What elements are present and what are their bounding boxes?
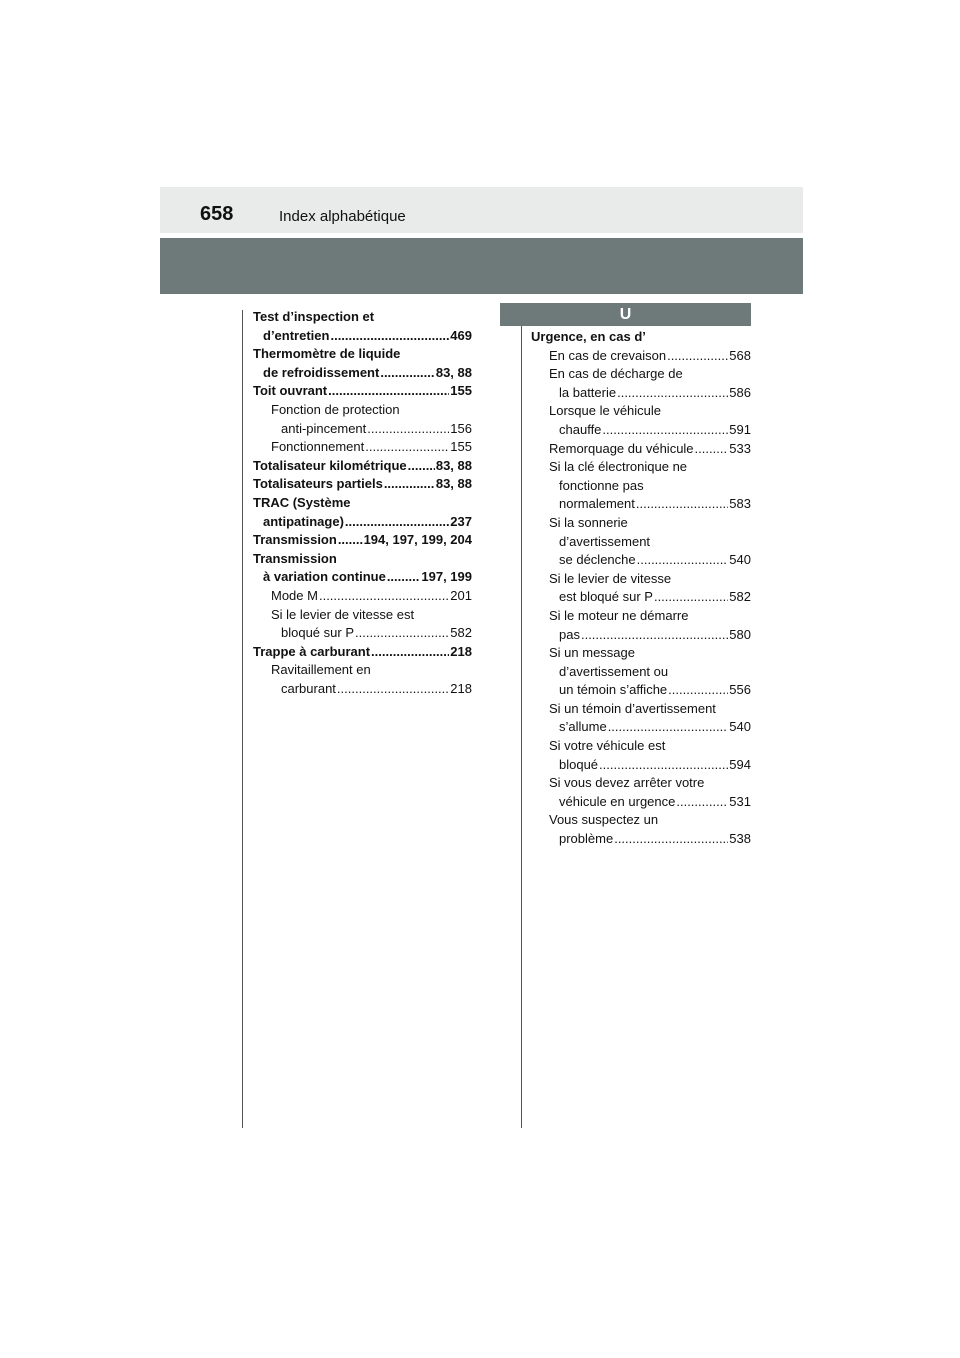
index-entry-page: 594: [729, 756, 751, 772]
index-entry-page: 197, 199: [421, 569, 472, 585]
index-entry-page: 155: [450, 439, 472, 455]
index-entry: [531, 495, 751, 514]
dot-leader: [676, 793, 728, 812]
index-entry-text: Urgence, en cas d’: [531, 329, 646, 344]
dot-leader: [408, 457, 435, 476]
index-entry: [531, 718, 751, 737]
dot-leader: [614, 830, 728, 849]
index-entry-page: 218: [450, 680, 472, 696]
index-entry-text: d’entretien: [263, 327, 330, 343]
index-entry-text: véhicule en urgence: [559, 793, 676, 809]
index-entry: [531, 626, 751, 645]
dot-leader: [636, 495, 728, 514]
index-entry: [253, 531, 472, 550]
index-entry: [531, 384, 751, 403]
index-entry: [253, 401, 472, 420]
index-entry: [253, 382, 472, 401]
index-entry-text: anti-pincement: [281, 420, 367, 436]
index-entry-page: 155: [450, 383, 472, 399]
dot-leader: [355, 624, 449, 643]
index-entry: [253, 457, 472, 476]
dot-leader: [365, 438, 449, 457]
index-column-left: [253, 308, 472, 698]
index-entry-text: la batterie: [559, 384, 617, 400]
index-entry-text: En cas de crevaison: [549, 347, 667, 363]
index-entry-text: s’allume: [559, 719, 607, 735]
index-entry-page: 586: [729, 384, 751, 400]
index-entry-text: Si un témoin d’avertissement: [549, 700, 716, 716]
index-entry-text: Si votre véhicule est: [549, 738, 666, 754]
index-entry: [531, 811, 751, 830]
column-divider-left: [242, 310, 243, 1128]
dot-leader: [330, 327, 449, 346]
dot-leader: [367, 420, 449, 439]
index-entry-text: bloqué sur P: [281, 625, 354, 641]
index-entry-page: 237: [450, 513, 472, 529]
index-entry: [531, 663, 751, 682]
index-entry-page: 556: [729, 682, 751, 698]
index-entry: [253, 643, 472, 662]
dot-leader: [337, 680, 449, 699]
index-entry-text: Totalisateur kilométrique: [253, 457, 407, 473]
index-entry: [253, 364, 472, 383]
index-entry-page: 540: [729, 552, 751, 568]
page-title: Index alphabétique: [279, 208, 406, 225]
dot-leader: [384, 475, 435, 494]
dot-leader: [668, 681, 728, 700]
page-number: 658: [200, 203, 234, 225]
index-column-right: [531, 328, 751, 849]
dot-leader: [387, 568, 421, 587]
index-entry-page: 531: [729, 793, 751, 809]
index-entry: [531, 551, 751, 570]
index-entry: [531, 458, 751, 477]
index-entry-text: Si la clé électronique ne: [549, 459, 688, 475]
index-entry-text: de refroidissement: [263, 364, 380, 380]
index-entry-text: Vous suspectez un: [549, 812, 659, 828]
index-entry-text: Fonctionnement: [271, 439, 365, 455]
index-entry-text: Test d’inspection et: [253, 309, 375, 324]
index-entry-page: 218: [450, 643, 472, 659]
index-entry: [531, 607, 751, 626]
index-entry-text: se déclenche: [559, 552, 636, 568]
dot-leader: [345, 513, 449, 532]
index-entry-page: 580: [729, 626, 751, 642]
index-entry-text: Totalisateurs partiels: [253, 476, 383, 492]
index-entry: [253, 420, 472, 439]
index-entry-text: d’avertissement ou: [559, 663, 669, 679]
index-entry: [531, 700, 751, 719]
index-entry: [253, 494, 472, 513]
index-entry: [531, 421, 751, 440]
index-entry-page: 83, 88: [435, 457, 472, 473]
index-entry-text: fonctionne pas: [559, 477, 644, 493]
index-entry-text: Si le levier de vitesse est: [271, 606, 415, 622]
index-entry-text: Transmission: [253, 550, 337, 566]
index-entry: [531, 533, 751, 552]
index-entry-page: 83, 88: [435, 476, 472, 492]
index-entry: [253, 345, 472, 364]
index-entry-text: Toit ouvrant: [253, 383, 328, 399]
index-entry-text: Ravitaillement en: [271, 662, 371, 678]
index-entry: [253, 438, 472, 457]
index-entry-text: normalement: [559, 496, 635, 512]
index-entry-page: 83, 88: [435, 364, 472, 380]
index-entry-page: 540: [729, 719, 751, 735]
index-entry-page: 156: [450, 420, 472, 436]
index-entry-text: Trappe à carburant: [253, 643, 371, 659]
index-entry: [531, 588, 751, 607]
index-entry-text: Remorquage du véhicule: [549, 440, 694, 456]
index-entry: [531, 514, 751, 533]
dot-leader: [637, 551, 729, 570]
dot-leader: [380, 364, 435, 383]
index-entry-text: est bloqué sur P: [559, 589, 653, 605]
dot-leader: [667, 347, 728, 366]
index-entry-text: d’avertissement: [559, 533, 651, 549]
index-entry-text: Si un message: [549, 645, 635, 661]
index-entry-text: bloqué: [559, 756, 599, 772]
index-entry-page: 591: [729, 421, 751, 437]
index-entry-page: 538: [729, 831, 751, 847]
index-entry-text: Mode M: [271, 587, 318, 603]
dot-leader: [599, 756, 728, 775]
section-letter-bar: U: [500, 303, 751, 326]
index-entry: [531, 793, 751, 812]
index-entry: [531, 477, 751, 496]
index-entry: [253, 475, 472, 494]
index-entry: [253, 568, 472, 587]
index-entry-text: Fonction de protection: [271, 401, 400, 417]
index-entry: [531, 737, 751, 756]
index-entry: [531, 644, 751, 663]
index-entry: [531, 681, 751, 700]
index-entry: [531, 756, 751, 775]
index-entry-text: Si le moteur ne démarre: [549, 607, 689, 623]
dot-leader: [319, 587, 449, 606]
dot-leader: [328, 382, 449, 401]
dot-leader: [602, 421, 728, 440]
dot-leader: [654, 588, 728, 607]
index-entry-text: Thermomètre de liquide: [253, 346, 401, 362]
index-entry-text: chauffe: [559, 421, 602, 437]
index-entry-text: antipatinage): [263, 513, 344, 529]
index-entry-page: 582: [450, 625, 472, 641]
index-entry: [253, 550, 472, 569]
header-bar: [160, 187, 803, 233]
index-entry-page: 194, 197, 199, 204: [363, 532, 472, 548]
index-entry: [253, 624, 472, 643]
index-entry-text: carburant: [281, 680, 336, 696]
index-entry: [253, 680, 472, 699]
dot-leader: [581, 626, 728, 645]
index-entry: [531, 328, 751, 347]
index-entry: [531, 830, 751, 849]
index-entry-text: Si le levier de vitesse: [549, 570, 672, 586]
index-entry: [253, 661, 472, 680]
dot-leader: [338, 531, 363, 550]
header-band: [160, 238, 803, 294]
index-entry-text: problème: [559, 831, 614, 847]
index-entry-text: En cas de décharge de: [549, 366, 683, 382]
index-entry-text: Transmission: [253, 532, 337, 548]
index-entry: [531, 365, 751, 384]
index-entry-text: Si la sonnerie: [549, 514, 628, 530]
dot-leader: [617, 384, 728, 403]
index-entry-page: 469: [450, 327, 472, 343]
index-entry-text: Lorsque le véhicule: [549, 403, 662, 419]
index-entry: [531, 440, 751, 459]
dot-leader: [695, 440, 729, 459]
index-entry-page: 533: [729, 440, 751, 456]
index-entry: [253, 513, 472, 532]
index-entry-page: 568: [729, 347, 751, 363]
index-entry-text: pas: [559, 626, 580, 642]
index-entry: [531, 774, 751, 793]
index-entry: [531, 402, 751, 421]
index-entry-page: 583: [729, 496, 751, 512]
index-entry: [253, 308, 472, 327]
index-entry: [253, 327, 472, 346]
dot-leader: [608, 718, 729, 737]
index-entry-text: un témoin s’affiche: [559, 682, 668, 698]
index-entry-text: Si vous devez arrêter votre: [549, 775, 705, 791]
index-entry-text: TRAC (Système: [253, 494, 351, 510]
index-entry-text: à variation continue: [263, 569, 386, 585]
dot-leader: [371, 643, 449, 662]
index-entry-page: 582: [729, 589, 751, 605]
index-entry-page: 201: [450, 587, 472, 603]
index-entry: [531, 347, 751, 366]
column-divider-right: [521, 310, 522, 1128]
index-entry: [531, 570, 751, 589]
index-entry: [253, 587, 472, 606]
index-entry: [253, 606, 472, 625]
